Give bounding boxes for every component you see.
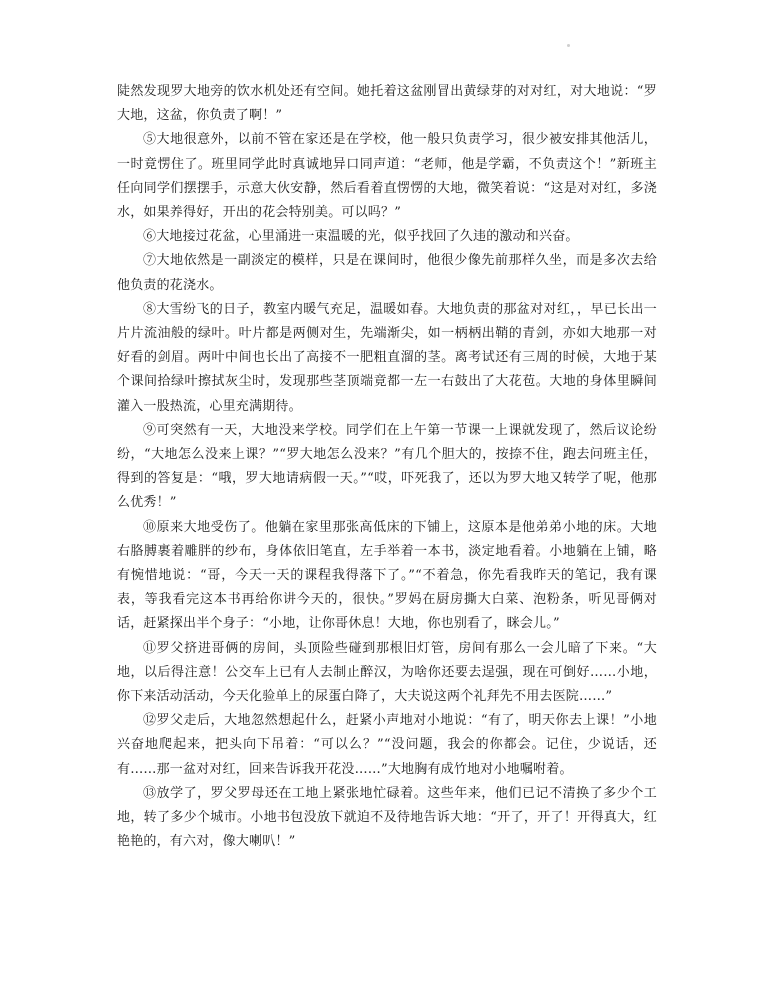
paragraph-4-continued: 陡然发现罗大地旁的饮水机处还有空间。她托着这盆刚冒出黄绿芽的对对红，对大地说：“罗大地，这盆，你负责了啊！” — [117, 84, 657, 124]
paragraph-12: ⑫罗父走后，大地忽然想起什么，赶紧小声地对小地说：“有了，明天你去上课！”小地兴奋地爬起来，把头向下吊着：“可以么？”“没问题，我会的你都会。记住，少说话，还有……那一盆对对红，回来告诉我开花没……”大地胸有成竹地对小地嘱咐着。 — [117, 713, 657, 777]
corner-dot — [567, 44, 570, 47]
paragraph-9: ⑨可突然有一天，大地没来学校。同学们在上午第一节课一上课就发现了，然后议论纷纷，“大地怎么没来上课？”“罗大地怎么没来？”有几个胆大的，按捺不住，跑去问班主任，得到的答复是：“哦，罗大地请病假一天。”“哎，吓死我了，还以为罗大地又转学了呢，他那么优秀！” — [117, 422, 657, 511]
paragraph-5: ⑤大地很意外，以前不管在家还是在学校，他一般只负责学习，很少被安排其他活儿，一时竟愣住了。班里同学此时真诚地异口同声道：“老师，他是学霸，不负责这个！”新班主任向同学们摆摆手，示意大伙安静，然后看着直愣愣的大地，微笑着说：“这是对对红，多浇水，如果养得好，开出的花会特别美。可以吗？” — [117, 132, 657, 221]
paragraph-6: ⑥大地接过花盆，心里涌进一束温暖的光，似乎找回了久违的激动和兴奋。 — [143, 229, 579, 245]
paragraph-7: ⑦大地依然是一副淡定的模样，只是在课间时，他很少像先前那样久坐，而是多次去给他负责的花浇水。 — [117, 253, 657, 293]
paragraph-11: ⑪罗父挤进哥俩的房间，头顶险些碰到那根旧灯管，房间有那么一会儿暗了下来。“大地，以后得注意！公交车上已有人去制止醉汉，为啥你还要去逞强，现在可倒好……小地，你下来活动活动，今天化验单上的尿蛋白降了，大夫说这两个礼拜先不用去医院……” — [117, 640, 657, 705]
paragraph-10: ⑩原来大地受伤了。他躺在家里那张高低床的下铺上，这原本是他弟弟小地的床。大地右胳膊裹着雕胖的纱布，身体依旧笔直，左手举着一本书，淡定地看着。小地躺在上铺，略有惋惜地说：“哥，今天一天的课程我得落下了。”“不着急，你先看我昨天的笔记，我有课表，等我看完这本书再给你讲今天的，很快。”罗妈在厨房撕大白菜、泡粉条，听见哥俩对话，赶紧探出半个身子：“小地，让你哥休息！大地，你也别看了，眯会儿。” — [117, 519, 657, 632]
paragraph-8: ⑧大雪纷飞的日子，教室内暖气充足，温暖如春。大地负责的那盆对对红，，早已长出一片片流油般的绿叶。叶片都是两侧对生，先端渐尖，如一柄柄出鞘的青剑，亦如大地那一对好看的剑眉。两叶中间也长出了高接不一肥粗直溜的茎。离考试还有三周的时候，大地于某个课间拾绿叶擦拭灰尘时，发现那些茎顶端竟都一左一右鼓出了大花苞。大地的身体里瞬间灌入一股热流，心里充满期待。 — [117, 301, 657, 414]
document-body — [117, 80, 657, 855]
paragraph-13: ⑬放学了，罗父罗母还在工地上紧张地忙碌着。这些年来，他们已记不清换了多少个工地，转了多少个城市。小地书包没放下就迫不及待地告诉大地：“开了，开了！开得真大，红艳艳的，有六对，像大喇叭！” — [117, 785, 657, 850]
